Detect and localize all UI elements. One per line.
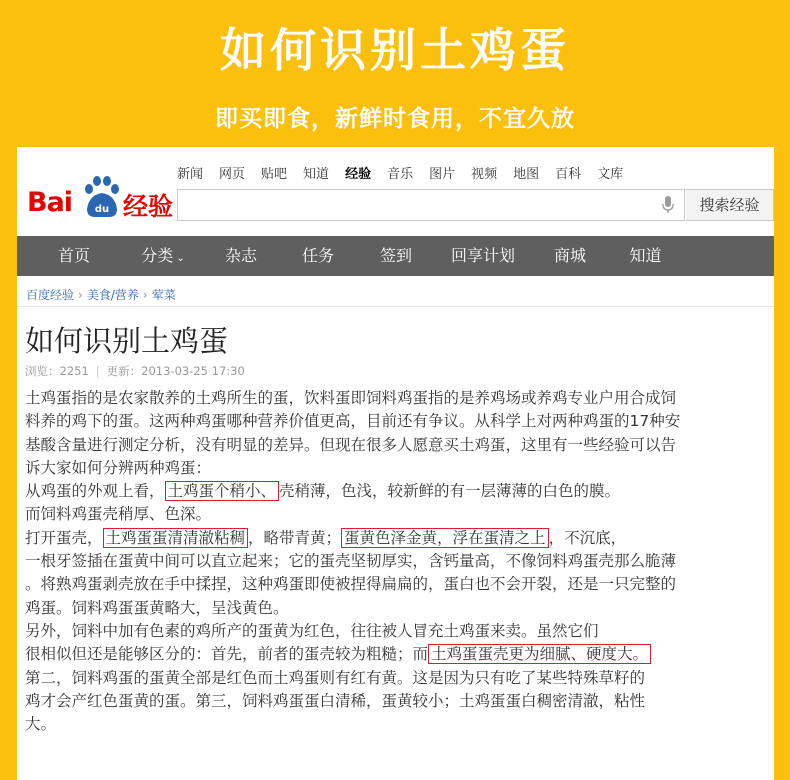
baidu-jingyan-page — [17, 147, 774, 780]
paragraph-line — [25, 434, 680, 457]
top-nav-item[interactable]: 百科 — [555, 167, 582, 182]
breadcrumb — [26, 286, 176, 303]
logo-du-text: du — [94, 204, 110, 215]
paragraph-line — [25, 480, 680, 503]
text-span: 基酸含量进行测定分析，没有明显的差异。但现在很多人愿意买土鸡蛋，这里有一些经验可以告 — [25, 435, 677, 454]
views-label: 浏览： — [25, 364, 60, 378]
paragraph-line — [25, 410, 680, 433]
top-nav-item[interactable]: 音乐 — [387, 167, 414, 182]
main-nav-item[interactable] — [608, 236, 683, 276]
top-nav-item[interactable]: 知道 — [303, 167, 330, 182]
highlighted-text: 蛋黄色泽金黄，浮在蛋清之上 — [341, 528, 549, 548]
article-body — [25, 387, 680, 736]
highlighted-text: 土鸡蛋蛋清清澈粘稠 — [103, 528, 249, 548]
paragraph-line — [25, 643, 680, 666]
paragraph-line — [25, 527, 680, 550]
breadcrumb-separator-icon: › — [142, 288, 148, 302]
divider — [17, 306, 774, 307]
main-nav-item[interactable] — [204, 236, 278, 276]
main-nav-label: 签到 — [379, 246, 412, 265]
breadcrumb-link[interactable]: 美食/营养 — [86, 288, 139, 302]
top-nav-item[interactable]: 视频 — [471, 167, 498, 182]
text-span: 壳稍薄，色浅，较新鲜的有一层薄薄的白色的膜。 — [279, 482, 621, 501]
text-span: 大。 — [25, 715, 57, 734]
search-input[interactable] — [177, 189, 685, 221]
views-count: 2251 — [59, 364, 89, 378]
main-nav-item[interactable] — [26, 236, 122, 276]
paragraph-line — [25, 620, 680, 643]
text-span: 从鸡蛋的外观上看， — [25, 482, 165, 501]
paragraph-line — [25, 457, 680, 480]
main-nav-label: 回享计划 — [450, 246, 515, 265]
breadcrumb-separator-icon: › — [78, 288, 83, 302]
paragraph-line — [25, 597, 680, 620]
text-span: 鸡才会产红色蛋黄的蛋。第三，饲料鸡蛋蛋白清稀，蛋黄较小；土鸡蛋蛋白稠密清澈，粘性 — [25, 691, 646, 710]
article-meta: 浏览：2251 | 更新：2013-03-25 17:30 — [25, 364, 245, 378]
text-span: 鸡蛋。饲料鸡蛋蛋黄略大，呈浅黄色。 — [25, 598, 289, 617]
chevron-down-icon: ⌄ — [176, 253, 185, 264]
top-nav-item[interactable]: 网页 — [219, 167, 246, 182]
main-nav-item[interactable] — [122, 236, 204, 276]
paragraph-line — [25, 690, 680, 713]
top-nav — [177, 163, 639, 182]
main-nav-item[interactable] — [358, 236, 434, 276]
paragraph-line — [25, 503, 680, 526]
main-nav-label: 杂志 — [224, 246, 257, 265]
article-title: 如何识别土鸡蛋 — [25, 324, 229, 358]
text-span: 诉大家如何分辨两种鸡蛋： — [25, 458, 212, 477]
search-button[interactable]: 搜索经验 — [686, 189, 774, 221]
updated-label: 更新： — [106, 364, 142, 378]
text-span: ，略带青黄； — [248, 528, 342, 547]
paragraph-line — [25, 713, 680, 736]
updated-time: 2013-03-25 17:30 — [141, 364, 245, 378]
main-nav-label: 任务 — [301, 246, 334, 265]
main-nav-item[interactable] — [532, 236, 608, 276]
main-nav — [17, 236, 774, 276]
top-nav-item[interactable]: 图片 — [429, 167, 456, 182]
text-span: 土鸡蛋指的是农家散养的土鸡所生的蛋，饮料蛋即饲料鸡蛋指的是养鸡场或养鸡专业户用合成饲 — [25, 389, 677, 407]
text-span: 另外，饲料中加有色素的鸡所产的蛋黄为红色，往往被人冒充土鸡蛋来卖。虽然它们 — [25, 621, 599, 640]
main-nav-label: 知道 — [629, 246, 662, 265]
banner-title: 如何识别土鸡蛋 — [220, 23, 570, 77]
baidu-paw-icon — [81, 175, 121, 219]
logo-bai-text: Bai — [27, 187, 73, 218]
paragraph-line — [25, 573, 680, 596]
microphone-icon[interactable] — [662, 196, 674, 214]
top-nav-item[interactable]: 地图 — [513, 167, 540, 182]
banner-subtitle: 即买即食，新鲜时食用，不宜久放 — [215, 106, 575, 132]
text-span: 一根牙签插在蛋黄中间可以直立起来；它的蛋壳坚韧厚实，含钙量高，不像饲料鸡蛋壳那么脆薄 — [25, 552, 677, 571]
top-nav-item[interactable]: 经验 — [345, 167, 372, 182]
text-span: ，不沉底， — [548, 528, 627, 547]
main-nav-label: 分类 — [141, 246, 174, 265]
logo-jingyan-text: 经验 — [123, 192, 174, 221]
text-span: 。将熟鸡蛋剥壳放在手中揉捏，这种鸡蛋即使被捏得扁扁的，蛋白也不会开裂，还是一只完整的 — [25, 575, 677, 594]
paragraph-line — [25, 667, 680, 690]
main-nav-label: 商城 — [553, 246, 586, 265]
paragraph-line — [25, 550, 680, 573]
text-span: 很相似但还是能够区分的：首先，前者的蛋壳较为粗糙；而 — [25, 645, 429, 664]
baidu-jingyan-logo[interactable] — [27, 175, 175, 225]
top-nav-item[interactable]: 贴吧 — [261, 167, 288, 182]
top-nav-item[interactable]: 文库 — [597, 167, 624, 182]
breadcrumb-link[interactable]: 百度经验 — [26, 288, 75, 302]
text-span: 打开蛋壳， — [25, 528, 103, 547]
main-nav-item[interactable] — [434, 236, 532, 276]
paragraph-line — [25, 387, 680, 410]
main-nav-label: 首页 — [57, 246, 90, 265]
highlighted-text: 土鸡蛋蛋壳更为细腻、硬度大。 — [428, 644, 651, 664]
top-nav-item[interactable]: 新闻 — [177, 167, 204, 182]
breadcrumb-link[interactable]: 荤菜 — [151, 288, 176, 302]
text-span: 第二，饲料鸡蛋的蛋黄全部是红色而土鸡蛋则有红有黄。这是因为只有吃了某些特殊草籽的 — [25, 668, 646, 687]
highlighted-text: 土鸡蛋个稍小、 — [165, 481, 280, 501]
text-span: 而饲料鸡蛋壳稍厚、色深。 — [25, 505, 212, 524]
text-span: 料养的鸡下的蛋。这两种鸡蛋哪种营养价值更高，目前还有争议。从科学上对两种鸡蛋的17种安 — [25, 412, 681, 431]
main-nav-item[interactable] — [278, 236, 358, 276]
